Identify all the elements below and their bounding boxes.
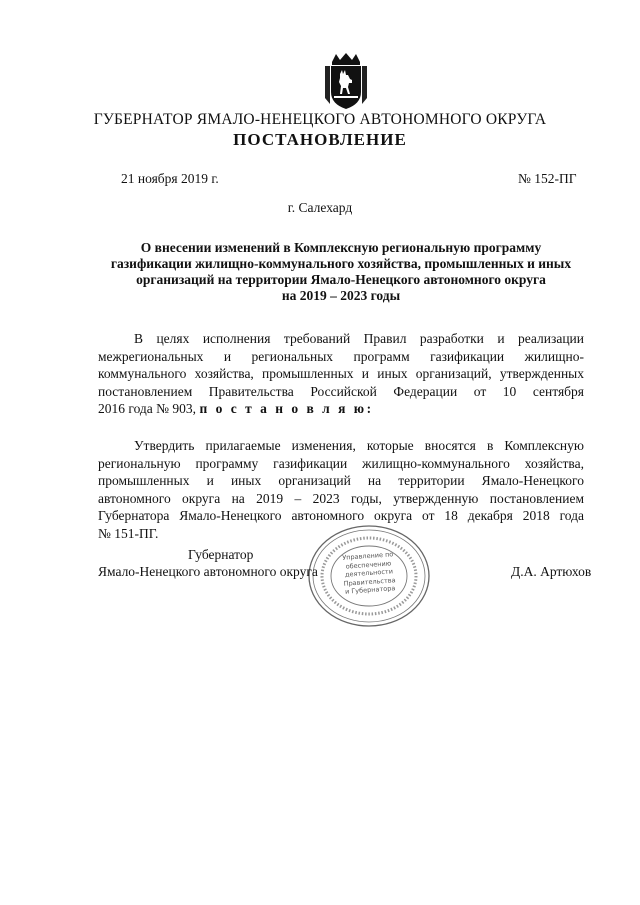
preamble-paragraph <box>98 330 584 418</box>
paragraph-line: Утвердить прилагаемые изменения, которые вносятся в Комплексную <box>134 438 584 453</box>
paragraph-line: № 151-ПГ. <box>98 525 159 541</box>
paragraph-line-text: 2016 года № 903, <box>98 401 200 416</box>
document-number: № 152-ПГ <box>518 171 577 186</box>
subject-line: на 2019 – 2023 годы <box>281 288 401 303</box>
subject-line: О внесении изменений в Комплексную региональную программу <box>140 240 542 255</box>
paragraph-line: промышленных и иных организаций на территории Ямало-Ненецкого <box>98 473 584 488</box>
stamp-line: Правительства <box>343 575 396 588</box>
paragraph-line-last <box>98 400 584 418</box>
subject-line: организаций на территории Ямало-Ненецкого автономного округа <box>136 272 546 287</box>
issuer-title: ГУБЕРНАТОР ЯМАЛО-НЕНЕЦКОГО АВТОНОМНОГО ОКРУГА <box>93 111 547 128</box>
paragraph-line: В целях исполнения требований Правил разработки и реализации <box>134 331 584 346</box>
stamp-line: и Губернатора <box>344 584 396 596</box>
document-subject <box>98 240 584 304</box>
stamp-line: обеспечению <box>345 558 392 571</box>
signatory-title: Губернатор <box>188 547 254 562</box>
stamp-line: деятельности <box>344 567 394 579</box>
document-type: ПОСТАНОВЛЕНИЕ <box>233 130 407 149</box>
signatory-region: Ямало-Ненецкого автономного округа <box>98 564 318 579</box>
coat-of-arms-icon <box>322 52 370 110</box>
paragraph-line: региональную программу газификации жилищно-коммунального хозяйства, <box>98 455 584 471</box>
stamp-inscription <box>333 550 406 597</box>
paragraph-line: коммунального хозяйства, промышленных и иных организаций, утвержденных <box>98 366 584 381</box>
stamp-line: Управление по <box>342 550 394 562</box>
document-date: 21 ноября 2019 г. <box>121 171 219 186</box>
signatory-name: Д.А. Артюхов <box>511 564 592 579</box>
document-city: г. Салехард <box>287 200 353 215</box>
paragraph-line: Губернатора Ямало-Ненецкого автономного округа от 18 декабря 2018 года <box>98 508 584 523</box>
paragraph-line: автономного округа на 2019 – 2023 годы, утвержденную постановлением <box>98 490 584 506</box>
paragraph-line: межрегиональных и региональных программ газификации жилищно- <box>98 348 584 364</box>
resolve-word: п о с т а н о в л я ю: <box>199 401 374 416</box>
paragraph-line: постановлением Правительства Российской Федерации от 10 сентября <box>98 383 584 399</box>
subject-line: газификации жилищно-коммунального хозяйства, промышленных и иных <box>110 256 572 271</box>
